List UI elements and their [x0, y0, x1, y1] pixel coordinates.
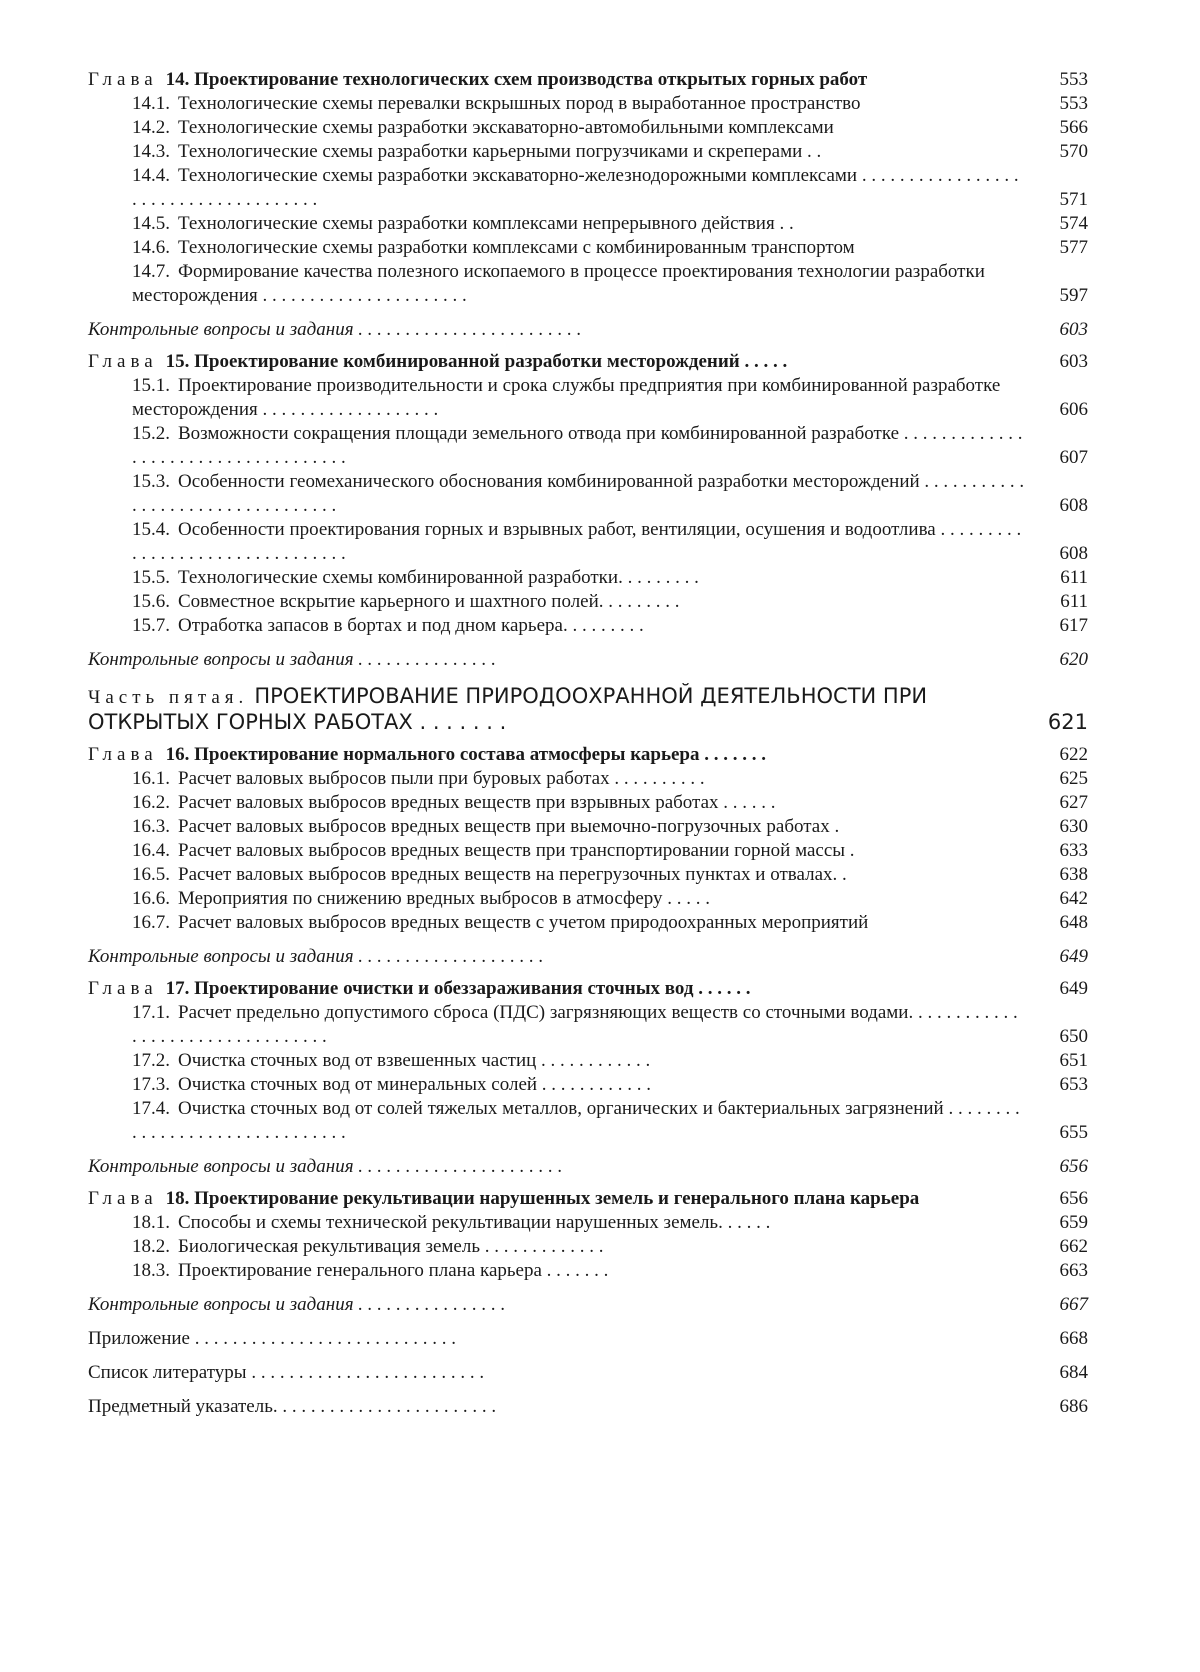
- page-number: 553: [1059, 93, 1088, 114]
- page-number: 649: [1059, 978, 1088, 999]
- back-matter-title: Приложение . . . . . . . . . . . . . . . . . . . . . . . . . . . .: [88, 1328, 456, 1349]
- section-title: Расчет валовых выбросов вредных веществ с учетом природоохранных мероприятий: [178, 912, 869, 933]
- page-number: 611: [1060, 591, 1088, 612]
- toc-section-entry: [88, 212, 1088, 236]
- page-number: 668: [1059, 1328, 1088, 1349]
- toc-section-entry: [88, 422, 1088, 470]
- page-number: 625: [1059, 768, 1088, 789]
- toc-chapter-entry: [88, 350, 1088, 374]
- section-number: 17.1.: [132, 1002, 170, 1023]
- toc-entry-text: [88, 977, 1026, 1001]
- section-number: 17.3.: [132, 1074, 170, 1095]
- section-number: 14.2.: [132, 117, 170, 138]
- toc-review-entry: [88, 1155, 1088, 1179]
- section-number: 15.5.: [132, 567, 170, 588]
- section-title: Технологические схемы комбинированной разработки. . . . . . . . .: [178, 567, 699, 588]
- toc-review-entry: [88, 318, 1088, 342]
- page-number: 577: [1059, 237, 1088, 258]
- page-number: 608: [1059, 543, 1088, 564]
- section-number: 17.4.: [132, 1098, 170, 1119]
- page-number: 663: [1059, 1260, 1088, 1281]
- toc-entry-text: [88, 684, 1026, 735]
- toc-chapter-entry: [88, 68, 1088, 92]
- toc-section-entry: [88, 1259, 1088, 1283]
- part-title: ПРОЕКТИРОВАНИЕ ПРИРОДООХРАННОЙ ДЕЯТЕЛЬНОСТИ ПРИ ОТКРЫТЫХ ГОРНЫХ РАБОТАХ . . . . . . .: [88, 684, 928, 734]
- section-number: 15.7.: [132, 615, 170, 636]
- section-title: Технологические схемы перевалки вскрышных пород в выработанное пространство: [178, 93, 861, 114]
- section-title: Технологические схемы разработки карьерными погрузчиками и скреперами . .: [178, 141, 822, 162]
- toc-section-entry: [88, 1073, 1088, 1097]
- page-number: 608: [1059, 495, 1088, 516]
- chapter-title: 14. Проектирование технологических схем производства открытых горных работ: [165, 69, 868, 90]
- toc-entry-text: [132, 590, 1026, 614]
- toc-entry-text: [132, 422, 1026, 470]
- section-number: 15.1.: [132, 375, 170, 396]
- toc-entry-text: [132, 518, 1026, 566]
- section-number: 14.5.: [132, 213, 170, 234]
- toc-section-entry: [88, 863, 1088, 887]
- toc-section-entry: [88, 839, 1088, 863]
- review-questions-title: Контрольные вопросы и задания . . . . . . . . . . . . . . . . . . . .: [88, 946, 544, 967]
- table-of-contents: [88, 68, 1088, 1419]
- section-number: 16.4.: [132, 840, 170, 861]
- toc-entry-text: [132, 887, 1026, 911]
- toc-entry-text: [132, 815, 1026, 839]
- section-title: Способы и схемы технической рекультивации нарушенных земель. . . . . .: [178, 1212, 771, 1233]
- toc-chapter-entry: [88, 1187, 1088, 1211]
- back-matter-title: Предметный указатель. . . . . . . . . . . . . . . . . . . . . . . .: [88, 1396, 497, 1417]
- section-number: 18.2.: [132, 1236, 170, 1257]
- section-number: 16.3.: [132, 816, 170, 837]
- section-number: 18.3.: [132, 1260, 170, 1281]
- toc-section-entry: [88, 791, 1088, 815]
- chapter-title: 16. Проектирование нормального состава атмосферы карьера . . . . . . .: [165, 744, 766, 765]
- section-title: Расчет валовых выбросов вредных веществ при выемочно-погрузочных работах .: [178, 816, 840, 837]
- page-number: 655: [1059, 1122, 1088, 1143]
- page-number: 651: [1059, 1050, 1088, 1071]
- section-title: Формирование качества полезного ископаемого в процессе проектирования технологии разработки месторождения . . . . . . . . . . . . . . . . . . . . . .: [132, 261, 985, 306]
- section-number: 16.6.: [132, 888, 170, 909]
- section-title: Проектирование производительности и срока службы предприятия при комбинированной разработке месторождения . . . . . . . . . . . . . . . . . . .: [132, 375, 1001, 420]
- section-title: Возможности сокращения площади земельного отвода при комбинированной разработке . . . . . . . . . . . . . . . . . . . . . . . . . . . . . . . . . . . .: [132, 423, 1023, 468]
- toc-entry-text: [132, 164, 1026, 212]
- section-title: Технологические схемы разработки экскаваторно-железнодорожными комплексами . . . . . . . . . . . . . . . . . . . . . . . . . . . . . . . . . . . . .: [132, 165, 1019, 210]
- chapter-label: Глава: [88, 978, 158, 999]
- toc-section-entry: [88, 566, 1088, 590]
- page-number: 684: [1059, 1362, 1088, 1383]
- review-questions-title: Контрольные вопросы и задания . . . . . . . . . . . . . . . . . . . . . .: [88, 1156, 563, 1177]
- toc-entry-text: [88, 1187, 1026, 1211]
- page-number: 648: [1059, 912, 1088, 933]
- toc-entry-text: [132, 614, 1026, 638]
- chapter-label: Глава: [88, 1188, 158, 1209]
- chapter-title: 18. Проектирование рекультивации нарушенных земель и генерального плана карьера: [165, 1188, 920, 1209]
- chapter-title: 17. Проектирование очистки и обеззараживания сточных вод . . . . . .: [165, 978, 751, 999]
- review-questions-title: Контрольные вопросы и задания . . . . . . . . . . . . . . . . . . . . . . . .: [88, 319, 582, 340]
- page-number: 656: [1059, 1188, 1088, 1209]
- toc-section-entry: [88, 470, 1088, 518]
- section-number: 17.2.: [132, 1050, 170, 1071]
- chapter-label: Глава: [88, 744, 158, 765]
- section-title: Очистка сточных вод от солей тяжелых металлов, органических и бактериальных загрязнений . . . . . . . . . . . . . . . . . . . . . . . . . . . . . . .: [132, 1098, 1020, 1143]
- section-title: Мероприятия по снижению вредных выбросов в атмосферу . . . . .: [178, 888, 711, 909]
- toc-review-entry: [88, 945, 1088, 969]
- toc-entry-text: [132, 470, 1026, 518]
- toc-entry-text: [132, 791, 1026, 815]
- section-title: Технологические схемы разработки экскаваторно-автомобильными комплексами: [178, 117, 834, 138]
- page-number: 553: [1059, 69, 1088, 90]
- section-title: Совместное вскрытие карьерного и шахтного полей. . . . . . . . .: [178, 591, 680, 612]
- toc-section-entry: [88, 140, 1088, 164]
- page-number: 627: [1059, 792, 1088, 813]
- page-number: 622: [1059, 744, 1088, 765]
- section-title: Очистка сточных вод от минеральных солей . . . . . . . . . . . .: [178, 1074, 652, 1095]
- section-title: Проектирование генерального плана карьера . . . . . . .: [178, 1260, 609, 1281]
- toc-entry-text: [132, 140, 1026, 164]
- toc-chapter-entry: [88, 743, 1088, 767]
- part-label: Часть пятая.: [88, 687, 249, 708]
- back-matter-title: Список литературы . . . . . . . . . . . . . . . . . . . . . . . . .: [88, 1362, 485, 1383]
- section-title: Очистка сточных вод от взвешенных частиц . . . . . . . . . . . .: [178, 1050, 651, 1071]
- toc-section-entry: [88, 815, 1088, 839]
- toc-section-entry: [88, 767, 1088, 791]
- toc-section-entry: [88, 92, 1088, 116]
- section-title: Расчет валовых выбросов вредных веществ при транспортировании горной массы .: [178, 840, 855, 861]
- page-number: 597: [1059, 285, 1088, 306]
- chapter-label: Глава: [88, 351, 158, 372]
- section-title: Отработка запасов в бортах и под дном карьера. . . . . . . . .: [178, 615, 644, 636]
- section-number: 14.1.: [132, 93, 170, 114]
- page-number: 649: [1059, 946, 1088, 967]
- toc-section-entry: [88, 164, 1088, 212]
- section-number: 16.1.: [132, 768, 170, 789]
- section-number: 18.1.: [132, 1212, 170, 1233]
- toc-section-entry: [88, 1235, 1088, 1259]
- page-number: 611: [1060, 567, 1088, 588]
- toc-review-entry: [88, 648, 1088, 672]
- section-title: Расчет валовых выбросов вредных веществ на перегрузочных пунктах и отвалах. .: [178, 864, 847, 885]
- toc-entry-text: [132, 116, 1026, 140]
- section-title: Технологические схемы разработки комплексами непрерывного действия . .: [178, 213, 794, 234]
- toc-entry-text: [132, 1049, 1026, 1073]
- section-number: 14.4.: [132, 165, 170, 186]
- page-number: 571: [1059, 189, 1088, 210]
- section-number: 14.3.: [132, 141, 170, 162]
- toc-entry-text: [132, 1097, 1026, 1145]
- page-number: 630: [1059, 816, 1088, 837]
- section-number: 15.6.: [132, 591, 170, 612]
- toc-entry-text: [132, 236, 1026, 260]
- page-number: 650: [1059, 1026, 1088, 1047]
- toc-section-entry: [88, 1001, 1088, 1049]
- review-questions-title: Контрольные вопросы и задания . . . . . . . . . . . . . . .: [88, 649, 497, 670]
- section-title: Расчет валовых выбросов вредных веществ при взрывных работах . . . . . .: [178, 792, 776, 813]
- page-number: 638: [1059, 864, 1088, 885]
- section-number: 15.4.: [132, 519, 170, 540]
- section-number: 15.2.: [132, 423, 170, 444]
- toc-entry-text: [132, 212, 1026, 236]
- page-number: 617: [1059, 615, 1088, 636]
- toc-entry-text: [132, 767, 1026, 791]
- page-number: 606: [1059, 399, 1088, 420]
- toc-entry-text: [132, 260, 1026, 308]
- toc-tail-entry: [88, 1361, 1088, 1385]
- page-number: 686: [1059, 1396, 1088, 1417]
- toc-entry-text: [132, 839, 1026, 863]
- toc-entry-text: [132, 911, 1026, 935]
- section-title: Расчет предельно допустимого сброса (ПДС) загрязняющих веществ со сточными водами. . . . . . . . . . . . . . . . . . . . . . . . . . . . . . . . .: [132, 1002, 1018, 1047]
- toc-section-entry: [88, 614, 1088, 638]
- page-number: 642: [1059, 888, 1088, 909]
- page-number: 662: [1059, 1236, 1088, 1257]
- section-number: 14.7.: [132, 261, 170, 282]
- toc-section-entry: [88, 116, 1088, 140]
- section-number: 16.5.: [132, 864, 170, 885]
- page-number: 633: [1059, 840, 1088, 861]
- toc-entry-text: [88, 68, 1026, 92]
- toc-entry-text: [132, 566, 1026, 590]
- toc-section-entry: [88, 260, 1088, 308]
- page-number: 620: [1059, 649, 1088, 670]
- toc-entry-text: [132, 1073, 1026, 1097]
- toc-section-entry: [88, 1211, 1088, 1235]
- toc-part-entry: [88, 684, 1088, 735]
- toc-entry-text: [132, 863, 1026, 887]
- page-number: 566: [1059, 117, 1088, 138]
- toc-tail-entry: [88, 1327, 1088, 1351]
- page-number: 603: [1059, 319, 1088, 340]
- section-title: Расчет валовых выбросов пыли при буровых работах . . . . . . . . . .: [178, 768, 705, 789]
- page-number: 603: [1059, 351, 1088, 372]
- page-number: 667: [1059, 1294, 1088, 1315]
- section-number: 16.7.: [132, 912, 170, 933]
- chapter-label: Глава: [88, 69, 158, 90]
- toc-entry-text: [132, 374, 1026, 422]
- toc-section-entry: [88, 518, 1088, 566]
- toc-chapter-entry: [88, 977, 1088, 1001]
- section-number: 16.2.: [132, 792, 170, 813]
- toc-section-entry: [88, 236, 1088, 260]
- toc-section-entry: [88, 911, 1088, 935]
- page-number: 653: [1059, 1074, 1088, 1095]
- toc-entry-text: [132, 1235, 1026, 1259]
- section-number: 15.3.: [132, 471, 170, 492]
- toc-section-entry: [88, 374, 1088, 422]
- toc-entry-text: [132, 92, 1026, 116]
- page-number: 656: [1059, 1156, 1088, 1177]
- toc-tail-entry: [88, 1395, 1088, 1419]
- toc-entry-text: [132, 1001, 1026, 1049]
- toc-section-entry: [88, 1049, 1088, 1073]
- toc-entry-text: [88, 350, 1026, 374]
- section-title: Биологическая рекультивация земель . . . . . . . . . . . . .: [178, 1236, 604, 1257]
- toc-entry-text: [132, 1211, 1026, 1235]
- page-number: 570: [1059, 141, 1088, 162]
- toc-section-entry: [88, 590, 1088, 614]
- toc-review-entry: [88, 1293, 1088, 1317]
- toc-section-entry: [88, 887, 1088, 911]
- section-number: 14.6.: [132, 237, 170, 258]
- page-number: 659: [1059, 1212, 1088, 1233]
- page-number: 621: [1047, 710, 1088, 734]
- toc-section-entry: [88, 1097, 1088, 1145]
- section-title: Особенности геомеханического обоснования комбинированной разработки месторождений . . . . . . . . . . . . . . . . . . . . . . . . . . . . . . . . .: [132, 471, 1025, 516]
- page-number: 574: [1059, 213, 1088, 234]
- section-title: Технологические схемы разработки комплексами с комбинированным транспортом: [178, 237, 855, 258]
- chapter-title: 15. Проектирование комбинированной разработки месторождений . . . . .: [165, 351, 788, 372]
- toc-entry-text: [132, 1259, 1026, 1283]
- review-questions-title: Контрольные вопросы и задания . . . . . . . . . . . . . . . .: [88, 1294, 506, 1315]
- section-title: Особенности проектирования горных и взрывных работ, вентиляции, осушения и водоотлива . . . . . . . . . . . . . . . . . . . . . . . . . . . . . . . .: [132, 519, 1022, 564]
- toc-entry-text: [88, 743, 1026, 767]
- page-number: 607: [1059, 447, 1088, 468]
